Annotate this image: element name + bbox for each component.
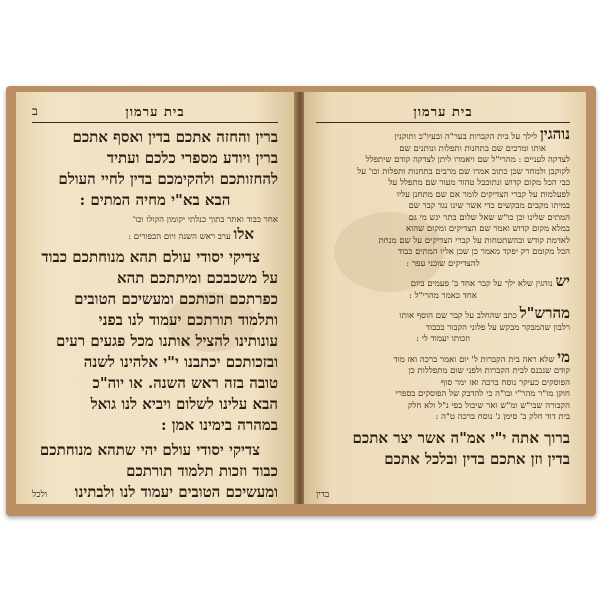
left-running-head: בית ערמון	[125, 105, 185, 120]
small-text-line: רלבון שהמבקר מבקש על פלוני הקבור בכבוד	[425, 322, 570, 333]
small-text-span: לילך על בית הקברות בער"ה ובעיו"כ ותוקנין	[394, 132, 538, 142]
text-line: הבא בא"י מחיה המתים :	[79, 191, 231, 209]
text-line: ברוך אתה י"י אמ"ה אשר יצר אתכם	[352, 428, 570, 447]
left-bottom-block	[32, 440, 278, 503]
text-line: ובזכותכם יכתבנו י"י אלהינו לשנה	[83, 353, 278, 371]
right-block-b	[316, 274, 570, 302]
small-text-line: וזכותו יעמוד לי :	[416, 334, 470, 344]
left-mid-block	[32, 247, 278, 436]
small-text-span: כתב שהחלב על קבר שם הוסף אותו	[399, 311, 517, 321]
left-running-header	[32, 102, 278, 123]
small-text-line: לצדקה לעניים : מהרי"ל שם ויאמרו ליתן לצדקה קודם שיתפלל	[365, 155, 570, 165]
text-line: צדיקי יסודי עולם תהא מנוחתכם כבוד	[41, 248, 260, 266]
small-text-line	[316, 350, 570, 367]
right-block-a	[316, 127, 570, 270]
right-block-c	[316, 306, 570, 346]
small-text-line: חוקן מו"ר מהר"י ובו"ה כי להדבק של הפוסקים בספרי	[395, 389, 570, 399]
small-text-line: בית דוד חלק ב' סימן ג' נוסח ברכה ט"ה :	[435, 412, 570, 422]
small-text-line: לאדמת קודש ובהשתטחות על קברי הצדיקים על שם מנחת	[378, 235, 570, 246]
small-text-line: המתים שלינו וכן כו"ש שאל שלום בתר יגש מי גם	[408, 212, 570, 223]
small-text-span: שלא ראה בית הקברות ל' יום ואמר ברכה ואז מוד	[393, 354, 555, 365]
text-line: כבוד וזכות תלמוד תורתכם	[126, 462, 278, 480]
small-text-line: במלא מקום קדוש ואמר שם הצדיקים ומקום שהוא	[406, 224, 570, 234]
small-text-span: ערב ראש השנה ויום הכפורים :	[128, 231, 231, 242]
lead-word: אלו	[233, 226, 254, 243]
lead-word: מי	[557, 349, 570, 366]
lead-word: נוהגין	[539, 127, 570, 143]
small-text-line: הקבורה שבי"ש ומ"ש ואר שיכול כפי נ"ל ולא חלק	[407, 400, 570, 411]
small-text-line: הפוסקים כעיקר נוסח ברכה ואז ימר סוף	[440, 377, 570, 388]
right-running-header	[316, 102, 570, 123]
left-top-block	[32, 127, 278, 211]
text-line: ברין ויודע מספרי כלכם ועתיד	[106, 149, 278, 167]
right-bottom-block	[316, 428, 570, 470]
right-running-head: בית ערמון	[413, 105, 473, 120]
small-text-line: במיתו מקבים מבקשים כדי אשר שינו נגד קבר שם	[408, 201, 570, 211]
left-page	[16, 92, 296, 504]
text-line: כפרתכם וזכותכם ומעשיכם הטובים	[74, 290, 278, 308]
text-line: בדין וזן אתכם בדין ובלכל אתכם	[384, 449, 570, 468]
small-text-line: הכל מקומם רק יפקד מאמר כן שכן אליו המתים כבוד	[397, 247, 570, 257]
small-text-line: אחר כבוד ואתר בתוך כנלתי יקומון הקולו וכו'	[132, 215, 278, 225]
small-text-line: כבי הכל מקום קדוש ונתוכבל טהור מעור שם מתפלל על	[388, 178, 570, 188]
small-text-line: קודם שנכנס לבית הקברות ולפני שום מתפללות כן	[408, 366, 570, 376]
text-line: ברין והחזה אתכם בדין ואסף אתכם	[72, 128, 278, 146]
small-text-line: אותו ומרבים שם בתחנות ותפלות ונותנים שם	[399, 143, 546, 154]
left-page-number: ב	[32, 104, 38, 118]
small-text-line	[316, 274, 570, 291]
small-text-line: אחד כאמר מהרי"ל :	[409, 290, 477, 301]
right-page	[304, 92, 586, 504]
small-text-span: נוהגין שלא ילך על קבר אחד ב' פעמים ביום	[410, 279, 553, 289]
lead-word: יש	[555, 274, 570, 290]
small-text-line	[316, 127, 570, 144]
text-line: טובה בזה ראש השנה. או יוה"כ	[92, 374, 278, 392]
text-line: הבא עלינו לשלום ויביא לנו גואל	[90, 395, 278, 413]
text-line: ותלמוד תורתכם יעמוד לנו בפני	[98, 311, 278, 329]
text-line: עונותינו להציל אותנו מכל פגעים רעים	[55, 332, 278, 350]
text-line: על משכבכם ומיתתכם תהא	[117, 269, 278, 287]
text-line: במהרה בימינו אמן :	[161, 416, 278, 434]
small-text-line: להצדיקים שוכני עפר :	[406, 258, 480, 269]
text-line: צדיקי יסודי עולם יהי שתהא מנוחתכם	[39, 441, 260, 459]
lead-word: מהרש"ל	[519, 306, 570, 322]
text-line: ומעשיכם הטובים יעמוד לנו ולבתינו	[74, 483, 278, 501]
small-text-line: לפעלמות על קברי הצדיקים לומר אם שם מתחנן עליו	[396, 189, 570, 200]
left-catchword: ולכל	[32, 490, 48, 500]
right-catchword: בדין	[316, 490, 330, 500]
small-text-line: לקוקבן ולמחר שכן כתוב אמרו שם מרבים בתחנות ותפלות וכו' על	[357, 166, 570, 177]
left-small-block	[32, 215, 278, 243]
right-block-d	[316, 350, 570, 424]
text-line: להחזותכם ולהקימכם בדין לחיי העולם	[58, 170, 278, 188]
small-text-line	[316, 306, 570, 323]
small-text-line	[32, 227, 278, 244]
